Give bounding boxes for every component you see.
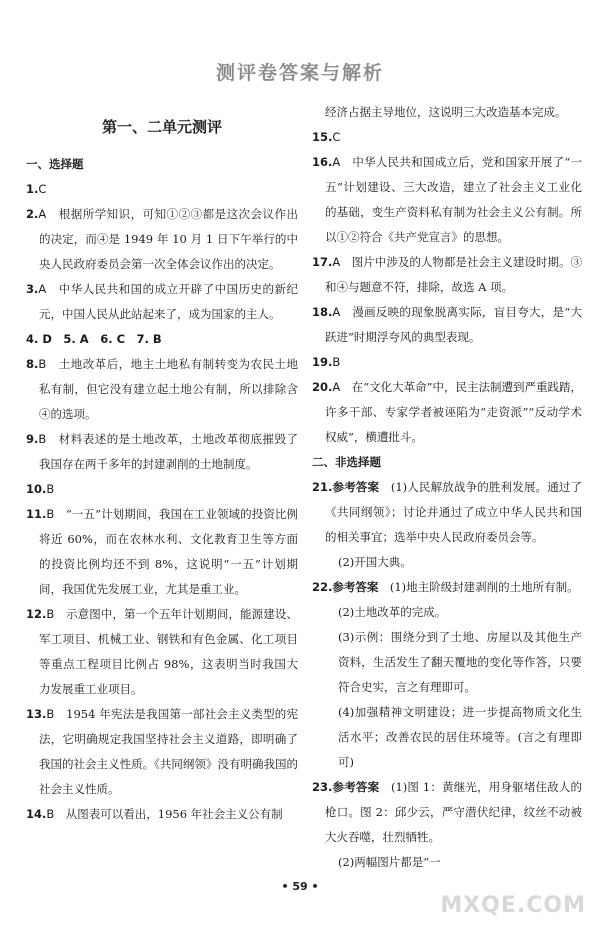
question-14-continued: 经济占据主导地位，这说明三大改造基本完成。: [325, 105, 567, 119]
question-11: 11.B “一五”计划期间，我国在工业领域的投资比例将近 60%，而在农林水利、文化教育卫生等方面的投资比例均还不到 8%，这说明“一五”计划期间，我国优先发展工业，尤其是重工业。: [26, 507, 298, 596]
questions-4-7: 4. D 5. A 6. C 7. B: [26, 332, 162, 346]
question-14: 14.B 从图表可以看出，1956 年社会主义公有制: [26, 807, 283, 821]
watermark-logo: MXQE.COM: [440, 893, 586, 918]
question-23: 23.参考答案 (1)图 1：黄继光，用身躯堵住敌人的枪口。图 2：邱少云，严守潜伏纪律，纹丝不动被大火吞噬，壮烈牺牲。: [312, 780, 583, 844]
question-3: 3.A 中华人民共和国的成立开辟了中国历史的新纪元，中国人民从此站起来了，成为国家的主人。: [26, 282, 299, 321]
question-2: 2.A 根据所学知识，可知①②③都是这次会议作出的决定，而④是 1949 年 10 月 1 日下午举行的中央人民政府委员会第一次全体会议作出的决定。: [26, 207, 299, 271]
question-23-part-2: (2)两幅图片都是“一: [338, 855, 441, 869]
question-8: 8.B 土地改革后，地主土地私有制转变为农民土地私有制，但它没有建立起土地公有制，所以排除含④的选项。: [26, 357, 299, 421]
question-10: 10.B: [26, 482, 55, 496]
unit-title: 第一、二单元测评: [101, 118, 222, 136]
question-21: 21.参考答案 (1)人民解放战争的胜利发展。通过了《共同纲领》；讨论并通过了成立中华人民共和国的相关事宜；选举中央人民政府委员会等。: [312, 480, 583, 544]
left-column: [26, 112, 298, 827]
right-column: [312, 100, 582, 875]
page-title: 测评卷答案与解析: [215, 62, 384, 84]
question-22-part-2: (2)土地改革的完成。: [338, 605, 447, 619]
question-20: 20.A 在“文化大革命”中，民主法制遭到严重践踏，许多干部、专家学者被诬陷为“走资派”“反动学术权威”，横遭批斗。: [312, 380, 583, 444]
question-19: 19.B: [312, 355, 341, 369]
question-15: 15.C: [312, 130, 341, 144]
question-22-part-4: (4)加强精神文明建设；进一步提高物质文化生活水平；改善农民的居住环境等。(言之有理即可): [338, 705, 582, 769]
question-1: 1.C: [26, 182, 47, 196]
question-12: 12.B 示意图中，第一个五年计划期间，能源建设、军工项目、机械工业、钢铁和有色金属、化工项目等重点工程项目比例占 98%，这表明当时我国大力发展重工业项目。: [26, 607, 299, 696]
question-13: 13.B 1954 年宪法是我国第一部社会主义类型的宪法，它明确规定我国坚持社会主义道路，即明确了我国的社会主义性质。《共同纲领》没有明确我国的社会主义性质。: [26, 707, 299, 796]
section-heading-choice: 一、选择题: [26, 157, 84, 171]
question-22-part-3: (3)示例：围绕分到了土地、房屋以及其他生产资料，生活发生了翻天覆地的变化等作答，只要符合史实，言之有理即可。: [338, 630, 582, 694]
section-heading-nonchoice: 二、非选择题: [312, 455, 381, 469]
question-22: 22.参考答案 (1)地主阶级封建剥削的土地所有制。: [312, 580, 579, 594]
page-number: • 59 •: [281, 880, 319, 893]
question-21-part-2: (2)开国大典。: [338, 555, 412, 569]
question-18: 18.A 漫画反映的现象脱离实际，盲目夸大，是“大跃进”时期浮夸风的典型表现。: [312, 305, 582, 344]
question-16: 16.A 中华人民共和国成立后，党和国家开展了“一五”计划建设、三大改造，建立了社会主义工业化的基础，变生产资料私有制为社会主义公有制。所以①②符合《共产党宣言》的思想。: [312, 155, 582, 244]
question-9: 9.B 材料表述的是土地改革，土地改革彻底摧毁了我国存在两千多年的封建剥削的土地制度。: [26, 432, 299, 471]
question-17: 17.A 图片中涉及的人物都是社会主义建设时期。③和④与题意不符，排除，故选 A 项。: [312, 255, 583, 294]
